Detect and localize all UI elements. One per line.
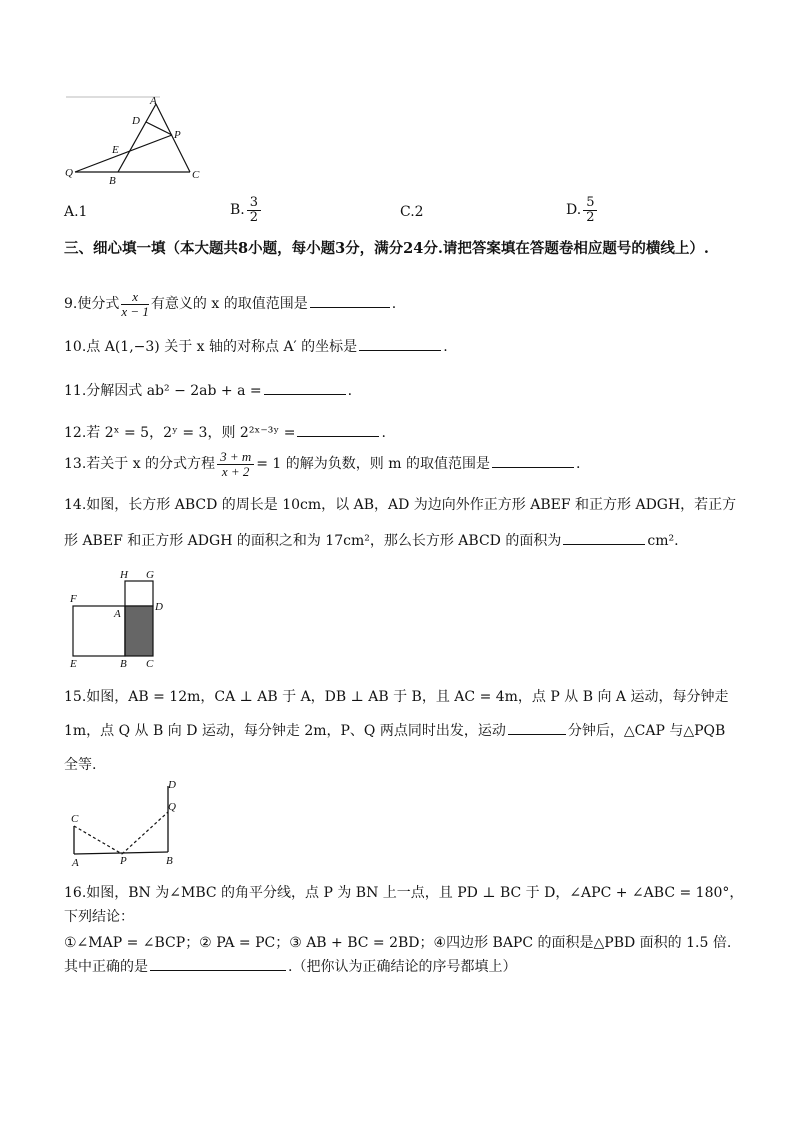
question-10 xyxy=(64,336,448,356)
question-15-line1: 15.如图，AB = 12m，CA ⊥ AB 于 A，DB ⊥ AB 于 B，且 AC = 4m，点 P 从 B 向 A 运动，每分钟走 xyxy=(64,689,729,705)
q16-line4-text: 其中正确的是 xyxy=(64,959,148,975)
q9-end: . xyxy=(391,296,397,313)
q9-answer-blank[interactable] xyxy=(310,293,390,308)
label-A: A xyxy=(114,608,121,620)
q13-post: = 1 的解为负数，则 m 的取值范围是 xyxy=(256,456,490,473)
q11-answer-blank[interactable] xyxy=(264,380,346,395)
label-G: G xyxy=(146,569,154,581)
q13-pre: 13.若关于 x 的分式方程 xyxy=(64,456,216,473)
question-13 xyxy=(64,450,580,478)
label-B: B xyxy=(109,175,116,187)
label-C: C xyxy=(146,658,154,670)
frac-den: 2 xyxy=(249,209,259,225)
q12-text: 12.若 2ˣ = 5，2ʸ = 3，则 2²ˣ⁻³ʸ = xyxy=(64,425,296,441)
option-c: C.2 xyxy=(400,204,424,220)
question-16-line2: 下列结论： xyxy=(64,909,134,925)
q10-answer-blank[interactable] xyxy=(359,336,441,351)
option-b-prefix: B. xyxy=(230,202,245,219)
question-11 xyxy=(64,380,352,400)
q13-fraction xyxy=(217,450,254,478)
q14-answer-blank[interactable] xyxy=(563,530,645,545)
label-Q: Q xyxy=(65,167,73,179)
label-D: D xyxy=(132,115,140,127)
question-15-line3: 全等. xyxy=(64,757,97,773)
label-C: C xyxy=(71,813,79,825)
frac-den: 2 xyxy=(586,209,595,225)
label-A: A xyxy=(72,857,79,868)
question-9 xyxy=(64,290,396,318)
q11-end: . xyxy=(347,383,353,399)
q16-line4-tail: .（把你认为正确结论的序号都填上） xyxy=(288,959,517,975)
q13-end: . xyxy=(575,456,581,473)
frac-num: 5 xyxy=(583,196,597,211)
label-A: A xyxy=(150,95,157,107)
question-16-line3: ①∠MAP = ∠BCP；② PA = PC；③ AB + BC = 2BD；④四边形 BAPC 的面积是△PBD 面积的 1.5 倍. xyxy=(64,935,732,951)
option-b-fraction xyxy=(247,196,261,224)
frac-num: 3 + m xyxy=(217,450,254,465)
option-a: A.1 xyxy=(64,204,88,220)
question-16-line1: 16.如图，BN 为∠MBC 的角平分线，点 P 为 BN 上一点，且 PD ⊥ BC 于 D，∠APC + ∠ABC = 180°， xyxy=(64,885,744,901)
label-P: P xyxy=(120,855,127,867)
q13-answer-blank[interactable] xyxy=(492,453,574,468)
q10-text: 10.点 A(1,−3) 关于 x 轴的对称点 A′ 的坐标是 xyxy=(64,339,358,355)
label-H: H xyxy=(120,569,128,581)
label-E: E xyxy=(70,658,77,670)
q12-answer-blank[interactable] xyxy=(297,422,379,437)
question-14-line2 xyxy=(64,530,679,550)
figure-q15-segments xyxy=(64,776,184,868)
option-d-prefix: D. xyxy=(566,202,582,219)
figure-q14-squares xyxy=(62,566,172,670)
q15-answer-blank[interactable] xyxy=(508,720,566,735)
frac-den: x − 1 xyxy=(121,303,149,319)
q9-pre: 9.使分式 xyxy=(64,296,120,313)
label-D: D xyxy=(168,779,176,791)
label-B: B xyxy=(120,658,127,670)
option-d xyxy=(566,196,599,224)
q14-unit: cm². xyxy=(647,533,679,549)
question-15-line2 xyxy=(64,720,725,740)
q12-end: . xyxy=(381,425,386,441)
label-P: P xyxy=(174,129,181,141)
label-C: C xyxy=(192,169,200,181)
figure-q8-triangle xyxy=(60,92,210,192)
q10-end: . xyxy=(443,339,448,355)
section-title: 三、细心填一填（本大题共8小题，每小题3分，满分24分.请把答案填在答题卷相应题号的横线上）. xyxy=(64,240,709,257)
q15-line2-tail: 分钟后，△CAP 与△PQB xyxy=(567,723,726,739)
option-d-fraction xyxy=(583,196,597,224)
question-14-line1: 14.如图，长方形 ABCD 的周长是 10cm，以 AB，AD 为边向外作正方形 ABEF 和正方形 ADGH，若正方 xyxy=(64,497,737,513)
label-B: B xyxy=(166,855,173,867)
frac-den: x + 2 xyxy=(221,463,250,479)
q15-line2-text: 1m，点 Q 从 B 向 D 运动，每分钟走 2m，P、Q 两点同时出发，运动 xyxy=(64,723,506,739)
label-D: D xyxy=(155,601,163,613)
q9-fraction xyxy=(121,290,149,318)
q14-line2-text: 形 ABEF 和正方形 ADGH 的面积之和为 17cm²，那么长方形 ABCD 的面积为 xyxy=(64,533,562,549)
label-F: F xyxy=(70,593,77,605)
q16-answer-blank[interactable] xyxy=(150,956,286,971)
question-16-line4 xyxy=(64,956,516,976)
question-12 xyxy=(64,422,386,442)
label-E: E xyxy=(112,144,119,156)
frac-num: x xyxy=(121,290,149,305)
q11-text: 11.分解因式 ab² − 2ab + a = xyxy=(64,383,262,399)
frac-num: 3 xyxy=(247,196,261,211)
q9-post: 有意义的 x 的取值范围是 xyxy=(150,296,308,313)
option-b xyxy=(230,196,263,224)
label-Q: Q xyxy=(168,801,176,813)
